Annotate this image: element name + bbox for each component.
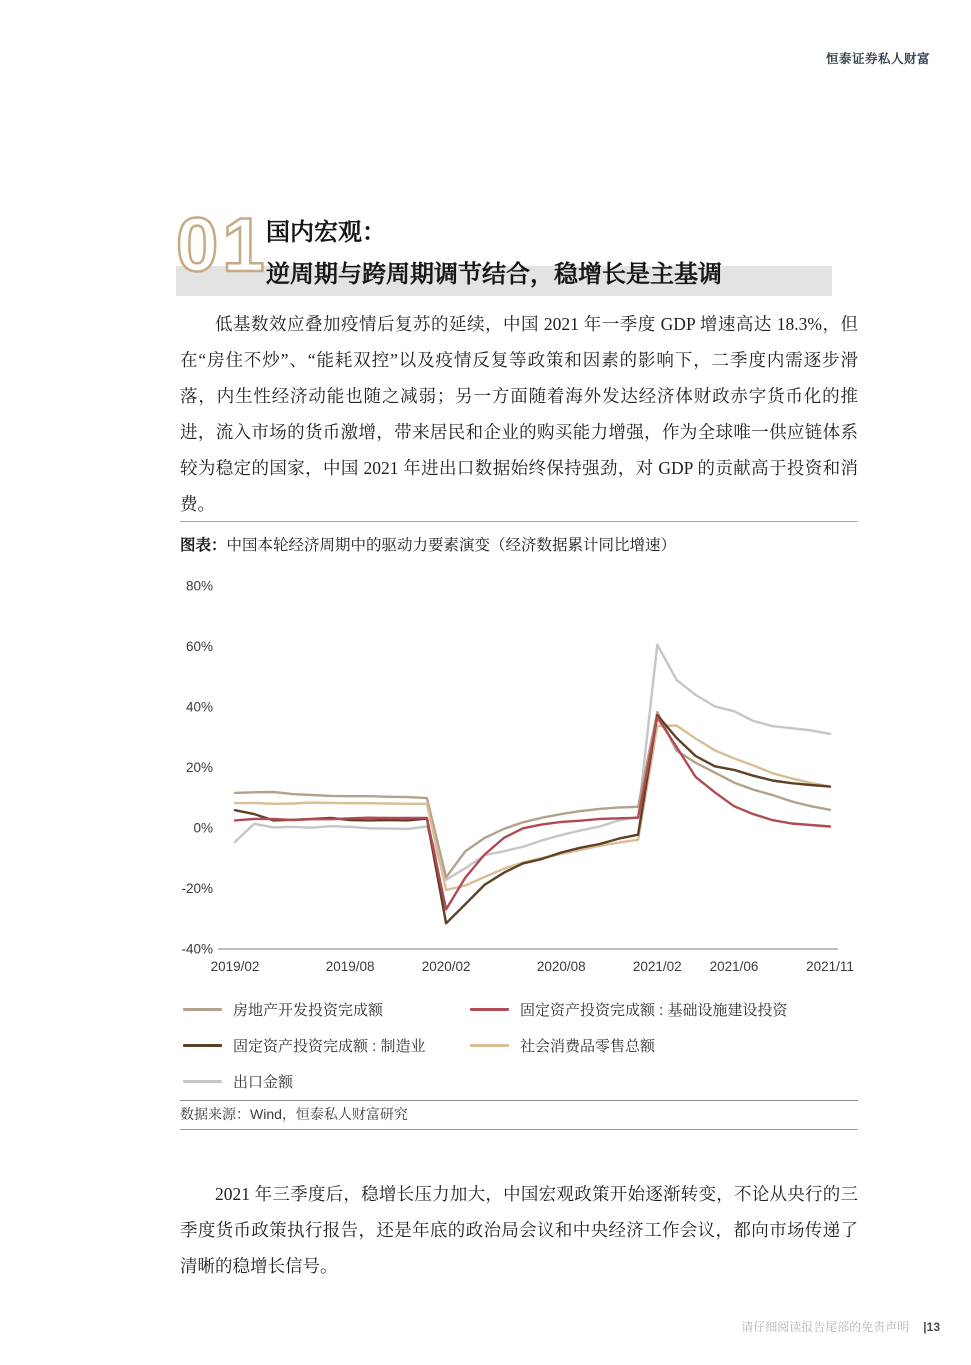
- x-axis-label: 2021/11: [806, 959, 854, 974]
- body-paragraph-2: 2021 年三季度后，稳增长压力加大，中国宏观政策开始逐渐转变，不论从央行的三季度货币政策执行报告，还是年底的政治局会议和中央经济工作会议，都向市场传递了清晰的稳增长信号。: [180, 1184, 858, 1276]
- section-title-line2: 逆周期与跨周期调节结合，稳增长是主基调: [266, 261, 722, 288]
- chart-line-series-1: [235, 717, 830, 909]
- legend-item: [183, 998, 470, 1021]
- legend-label: 社会消费品零售总额: [520, 1038, 656, 1055]
- line-chart: [180, 561, 858, 989]
- x-axis-label: 2019/02: [210, 959, 260, 974]
- data-source-note: 数据来源：Wind，恒泰私人财富研究: [180, 1100, 858, 1130]
- legend-label: 固定资产投资完成额 : 基础设施建设投资: [520, 1002, 788, 1019]
- body-paragraph-1: 低基数效应叠加疫情后复苏的延续，中国 2021 年一季度 GDP 增速高达 18.3%，但在“房住不炒”、“能耗双控”以及疫情反复等政策和因素的影响下，二季度内需逐步滑落，内生性经济动能也随之减弱；另一方面随着海外发达经济体财政赤字货币化的推进，流入市场的货币激增，带来居民和企业的购买能力增强，作为全球唯一供应链体系较为稳定的国家，中国 2021 年进出口数据始终保持强劲，对 GDP 的贡献高于投资和消费。: [180, 314, 858, 514]
- legend-item: [183, 1034, 470, 1057]
- section-number: 01: [176, 203, 269, 288]
- footer-page-number: |13: [923, 1320, 940, 1334]
- x-axis-label: 2021/06: [709, 959, 759, 974]
- chart-line-series-4: [235, 645, 830, 880]
- legend-item: [183, 1070, 470, 1093]
- chart-line-series-0: [235, 712, 830, 877]
- figure-caption-text: 中国本轮经济周期中的驱动力要素演变（经济数据累计同比增速）: [226, 537, 677, 554]
- legend-item: [470, 998, 788, 1021]
- y-axis-label: 80%: [185, 578, 213, 594]
- legend-line-swatch: [183, 1008, 222, 1011]
- x-axis-label: 2020/02: [421, 959, 471, 974]
- legend-line-swatch: [470, 1008, 509, 1011]
- footer-disclaimer: 请仔细阅读报告尾部的免责声明: [741, 1320, 910, 1334]
- legend-line-swatch: [470, 1044, 509, 1047]
- chart-legend: [183, 998, 788, 1093]
- figure-caption-label: 图表：: [180, 537, 227, 554]
- figure-caption: [180, 522, 858, 553]
- legend-label: 房地产开发投资完成额: [233, 1002, 384, 1019]
- y-axis-label: 0%: [193, 820, 213, 836]
- page-footer: [741, 1318, 940, 1335]
- legend-label: 固定资产投资完成额 : 制造业: [233, 1038, 426, 1055]
- legend-item: [470, 1034, 788, 1057]
- y-axis-label: 60%: [185, 639, 213, 654]
- header-brand: 恒泰证券私人财富: [825, 52, 930, 66]
- legend-line-swatch: [183, 1044, 222, 1047]
- legend-line-swatch: [183, 1080, 222, 1083]
- y-axis-label: 40%: [185, 699, 213, 715]
- figure-block: [180, 521, 858, 989]
- legend-label: 出口金额: [233, 1074, 294, 1091]
- section-title-line1: 国内宏观：: [266, 219, 386, 246]
- x-axis-label: 2020/08: [536, 959, 586, 974]
- x-axis-label: 2019/08: [325, 959, 375, 974]
- y-axis-label: -20%: [181, 881, 213, 896]
- x-axis-label: 2021/02: [632, 959, 682, 974]
- y-axis-label: -40%: [181, 941, 213, 957]
- y-axis-label: 20%: [185, 760, 213, 775]
